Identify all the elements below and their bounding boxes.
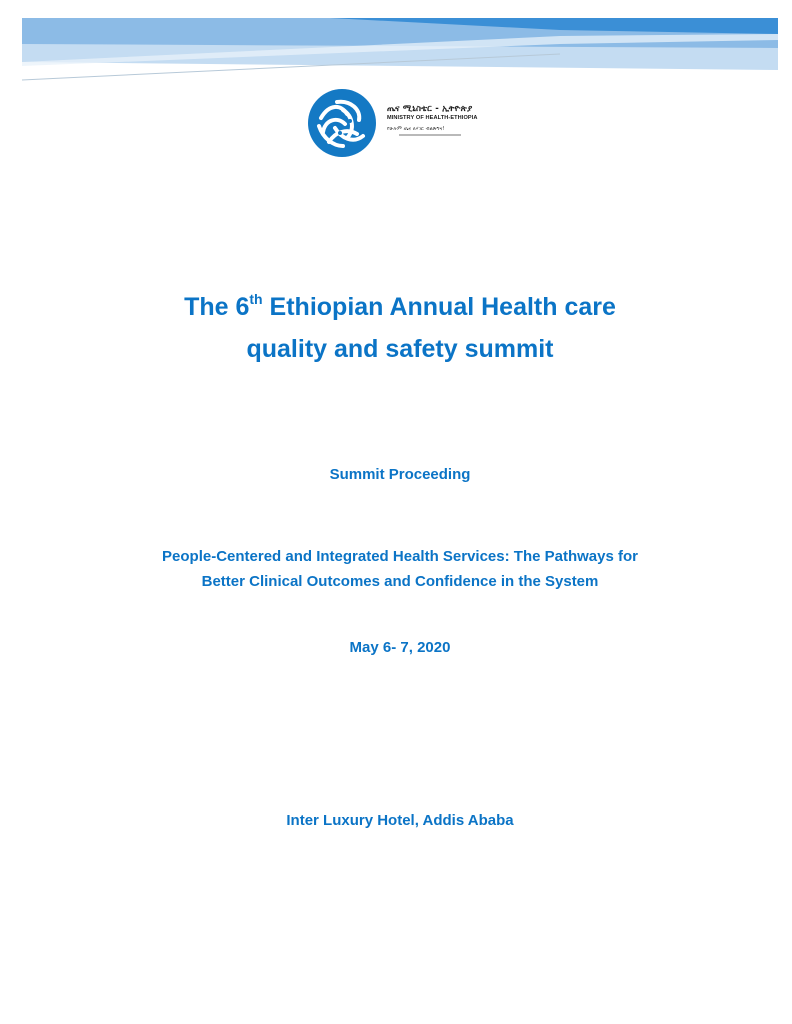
summit-date: May 6- 7, 2020 — [349, 639, 451, 656]
summit-venue: Inter Luxury Hotel, Addis Ababa — [286, 812, 514, 829]
document-title — [60, 286, 740, 370]
logo-english-name: MINISTRY OF HEALTH-ETHIOPIA — [387, 115, 478, 121]
ministry-of-health-emblem-icon — [307, 88, 377, 158]
logo-fine-print-line — [399, 134, 461, 136]
title-rest: Ethiopian Annual Health care — [262, 293, 616, 321]
document-subtitle: Summit Proceeding — [329, 466, 471, 483]
ministry-logo — [307, 88, 497, 158]
title-prefix: The 6 — [184, 293, 250, 321]
theme-line-2: Better Clinical Outcomes and Confidence in the System — [201, 573, 599, 590]
header-decorative-band — [0, 0, 792, 90]
title-ordinal-suffix: th — [249, 290, 263, 307]
summit-theme — [60, 544, 740, 594]
title-line-1 — [60, 286, 740, 328]
title-line-2: quality and safety summit — [246, 335, 554, 363]
theme-line-1: People-Centered and Integrated Health Services: The Pathways for — [162, 548, 638, 565]
logo-amharic-name: ጤና ሚኒስቴር - ኢትዮጵያ — [387, 104, 473, 114]
logo-text-block — [387, 104, 497, 136]
logo-tagline: የሁሉም ጤና ለሃገር ብልጽግና! — [387, 126, 445, 132]
